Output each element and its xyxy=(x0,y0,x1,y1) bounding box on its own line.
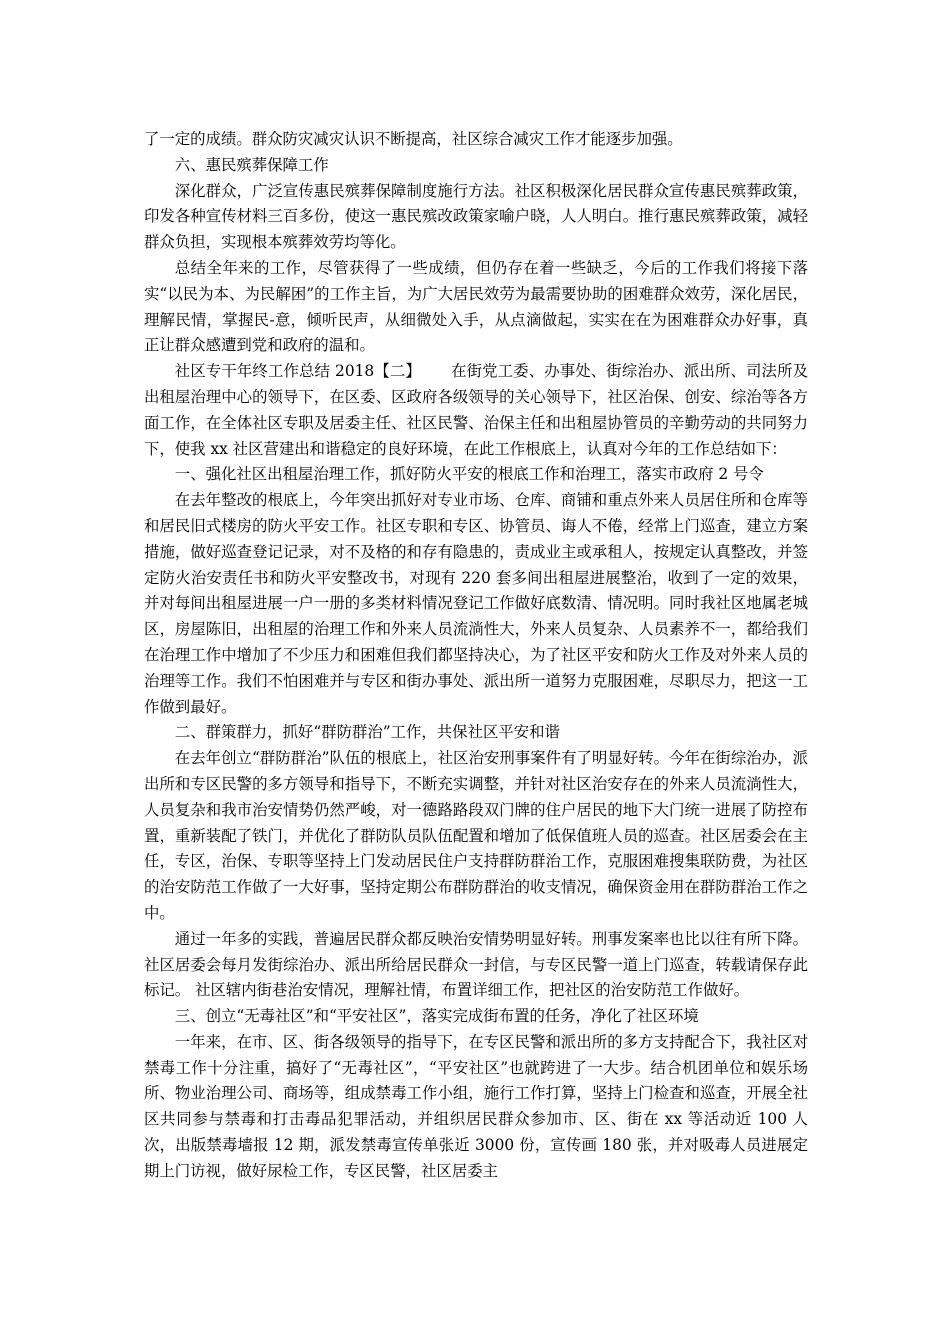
paragraph: 了一定的成绩。群众防灾减灾认识不断提高，社区综合减灾工作才能逐步加强。 xyxy=(144,130,683,148)
section-heading: 一、强化社区出租屋治理工作，抓好防火平安的根底工作和治理工，落实市政府 2 号令 xyxy=(174,465,764,484)
paragraph: 在去年创立“群防群治”队伍的根底上，社区治安刑事案件有了明显好转。今年在街综治办，派出所和专区民警的多方领导和指导下，不断充实调整，并针对社区治安存在的外来人员流淌性大，人员复杂和我市治安情势仍然严峻，对一德路路段双门牌的住户居民的地下大门统一进展了防控布置，重新装配了铁门，并优化了群防队员队伍配置和增加了低保值班人员的巡查。社区居委会在主任，专区，治保、专职等坚持上门发动居民住户支持群防群治工作，克服困难搜集联防费，为社区的治安防范工作做了一大好事，坚持定期公布群防群治的收支情况，确保资金用在群防群治工作之中。 xyxy=(144,749,808,922)
paragraph-text: 在街党工委、办事处、街综治办、派出所、司法所及出租屋治理中心的领导下，在区委、区政府各级领导的关心领导下，社区治保、创安、综治等各方面工作，在全体社区专职及居委主任、社区民警、治保主任和出租屋协管员的辛勤劳动的共同努力下，使我 xx 社区营建出和谐稳定的良好环境，在此工作根底上，认真对今年的工作总结如下： xyxy=(144,362,808,458)
paragraph: 深化群众，广泛宣传惠民殡葬保障制度施行方法。社区积极深化居民群众宣传惠民殡葬政策，印发各种宣传材料三百多份，使这一惠民殡改政策家喻户晓，人人明白。推行惠民殡葬政策，减轻群众负担，实现根本殡葬效劳均等化。 xyxy=(144,181,808,252)
document-title: 社区专干年终工作总结 2018【二】 xyxy=(174,362,421,381)
paragraph: 总结全年来的工作，尽管获得了一些成绩，但仍存在着一些缺乏，今后的工作我们将接下落实“以民为本、为民解困”的工作主旨，为广大居民效劳为最需要协助的困难群众效劳，深化居民，理解民情，掌握民-意，倾听民声，从细微处入手，从点滴做起，实实在在为困难群众办好事，真正让群众感遭到党和政府的温和。 xyxy=(144,258,808,355)
section-heading: 六、惠民殡葬保障工作 xyxy=(174,155,329,174)
document-body xyxy=(144,127,808,1185)
paragraph: 一年来，在市、区、街各级领导的指导下，在专区民警和派出所的多方支持配合下，我社区对禁毒工作十分注重，搞好了“无毒社区”，“平安社区”也就跨进了一大步。结合机团单位和娱乐场所、物业治理公司、商场等，组成禁毒工作小组，施行工作打算，坚持上门检查和巡查，开展全社区共同参与禁毒和打击毒品犯罪活动，并组织居民群众参加市、区、街在 xx 等活动近 100 人次，出版禁毒墙报 12 期，派发禁毒宣传单张近 3000 份，宣传画 180 张，并对吸毒人员进展定期上门访视，做好尿检工作，专区民警，社区居委主 xyxy=(144,1032,808,1180)
paragraph: 在去年整改的根底上，今年突出抓好对专业市场、仓库、商铺和重点外来人员居住所和仓库等和居民旧式楼房的防火平安工作。社区专职和专区、协管员、诲人不倦，经常上门巡查，建立方案措施，做好巡查登记记录，对不及格的和存有隐患的，责成业主或承租人，按规定认真整改，并签定防火治安责任书和防火平安整改书，对现有 220 套多间出租屋进展整治，收到了一定的效果，并对每间出租屋进展一户一册的多类材料情况登记工作做好底数清、情况明。同时我社区地属老城区，房屋陈旧，出租屋的治理工作和外来人员流淌性大，外来人员复杂、人员素养不一，都给我们在治理工作中增加了不少压力和困难但我们都坚持决心，为了社区平安和防火工作及对外来人员的治理等工作。我们不怕困难并与专区和街办事处、派出所一道努力克服困难，尽职尽力，把这一工作做到最好。 xyxy=(144,491,808,716)
paragraph: 通过一年多的实践，普遍居民群众都反映治安情势明显好转。刑事发案率也比以往有所下降。社区居委会每月发街综治办、派出所给居民群众一封信，与专区民警一道上门巡查，转载请保存此标记。 社区辖内街巷治安情况，理解社情，布置详细工作，把社区的治安防范工作做好。 xyxy=(144,929,808,1000)
section-heading: 三、创立“无毒社区”和“平安社区”，落实完成街布置的任务，净化了社区环境 xyxy=(174,1007,699,1026)
section-heading: 二、群策群力，抓好“群防群治”工作，共保社区平安和谐 xyxy=(174,723,560,742)
paragraph xyxy=(144,359,808,462)
